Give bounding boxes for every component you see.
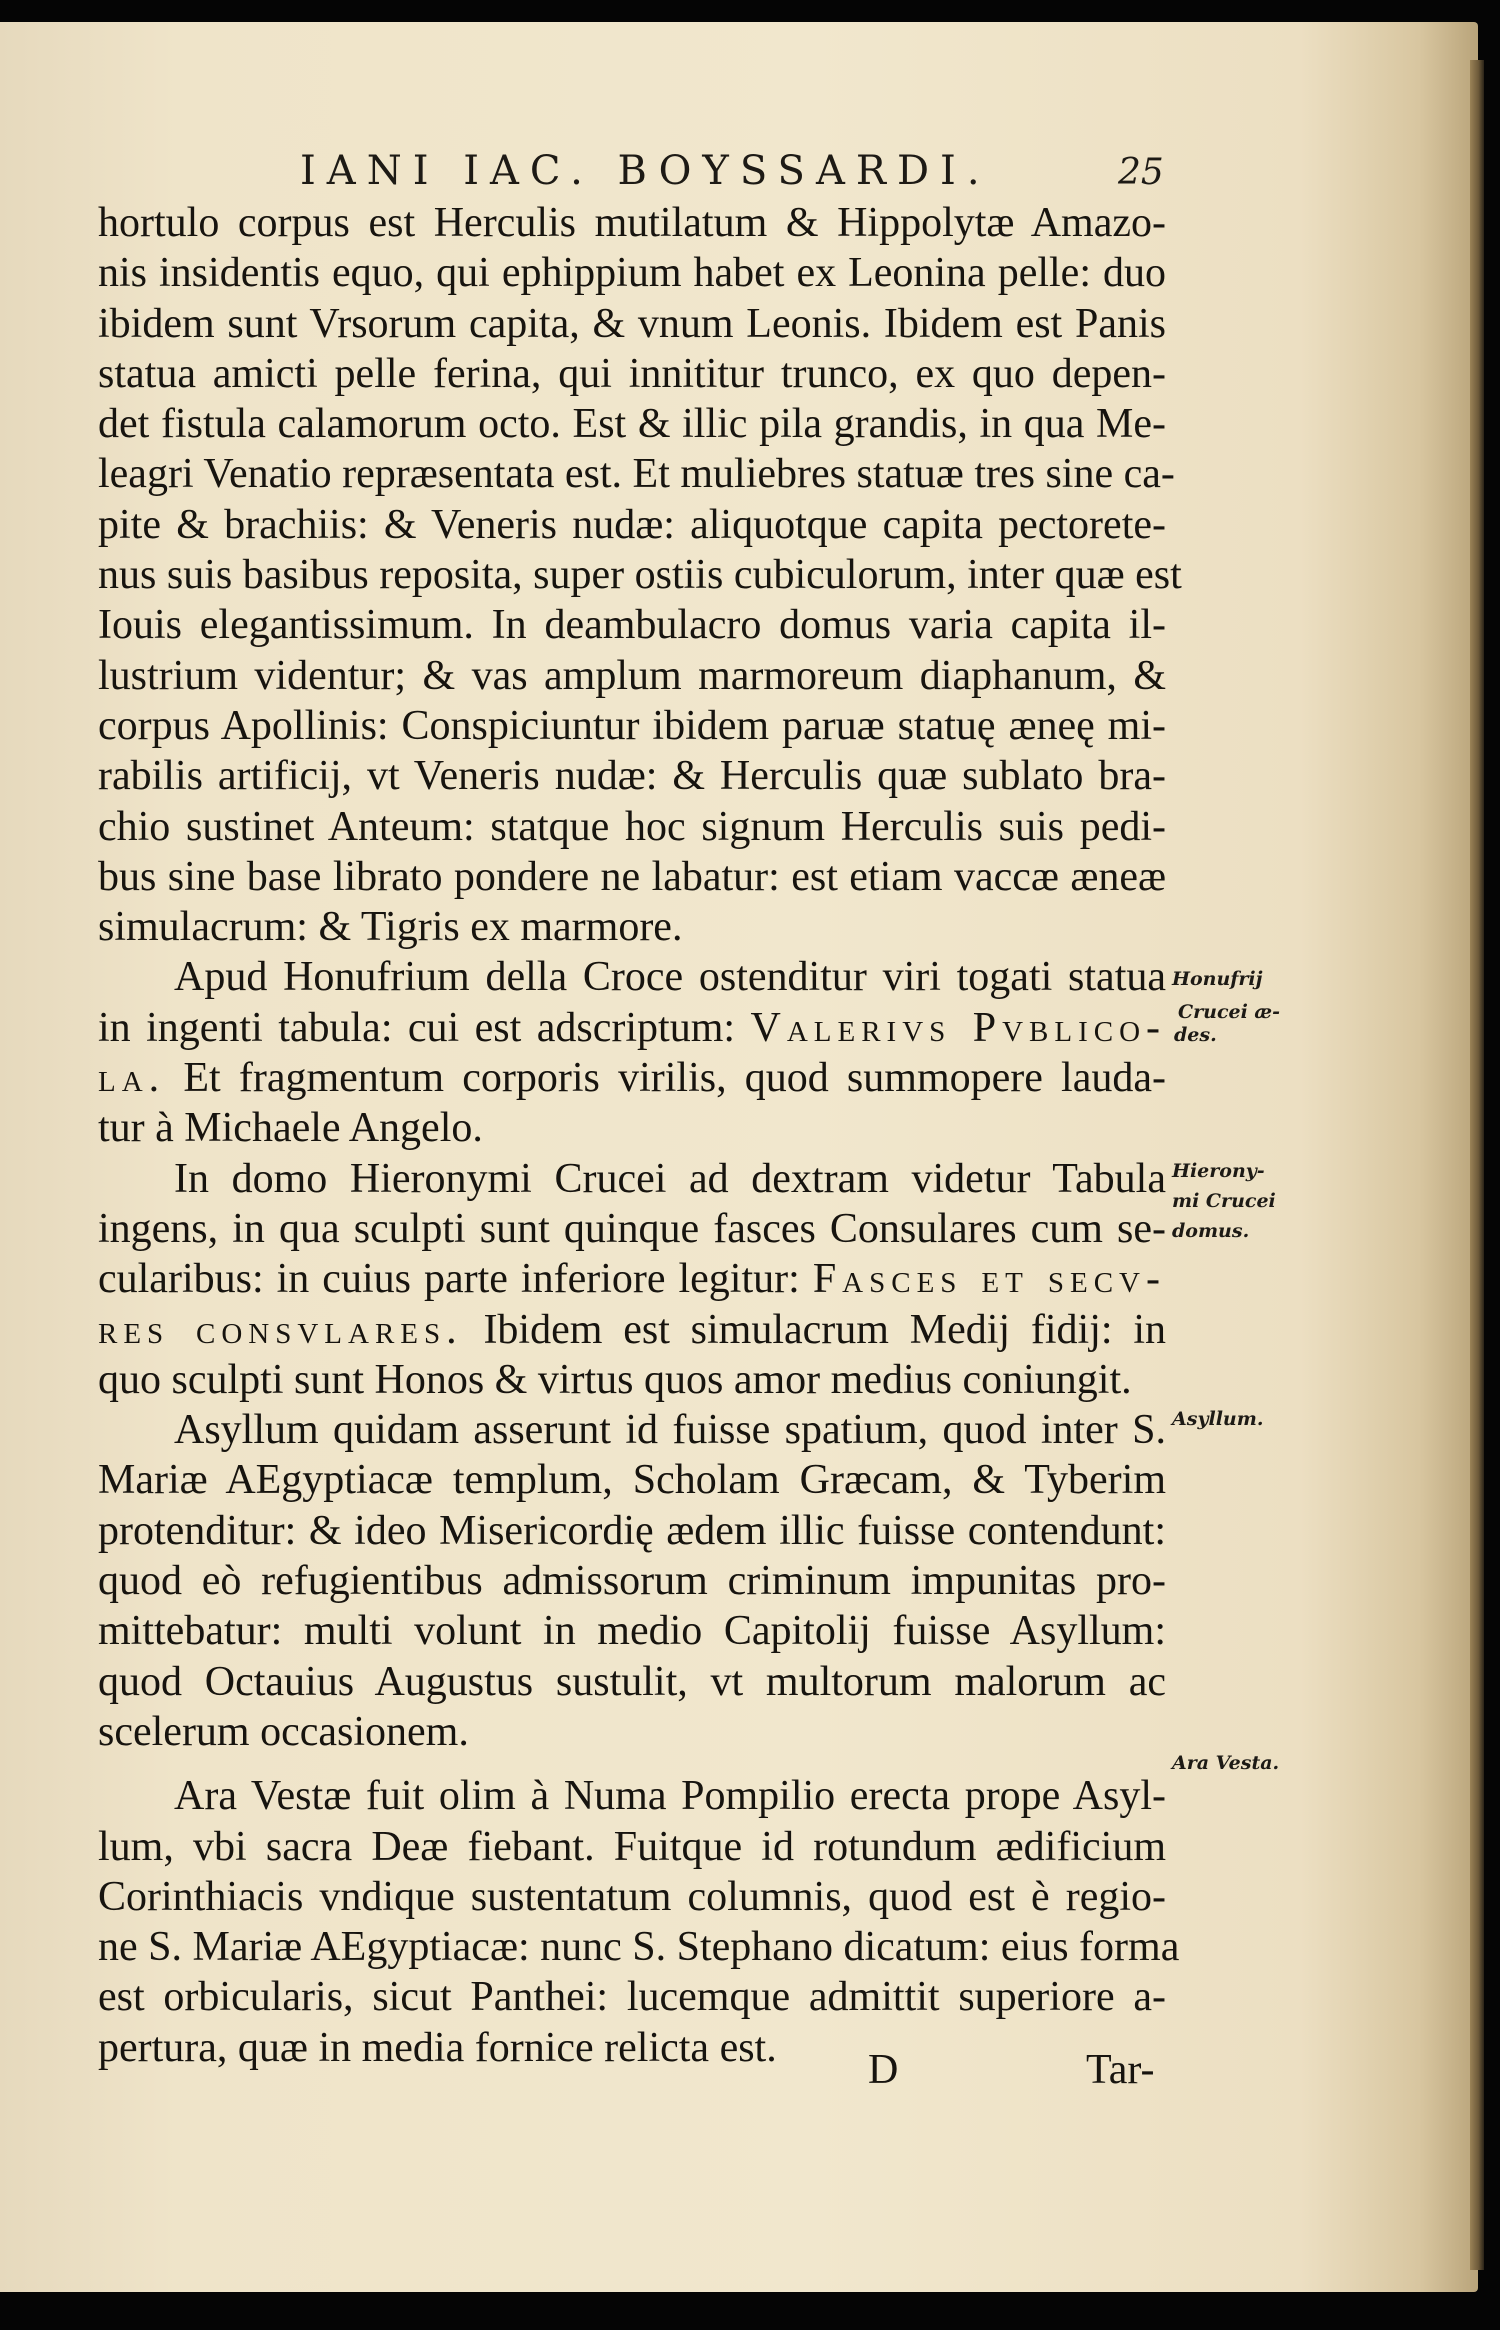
text-line: corpus Apollinis: Conspiciuntur ibidem paruæ statuę æneę mi- [98, 702, 1166, 749]
text-line: ingens, in qua sculpti sunt quinque fasces Consulares cum se- [98, 1205, 1166, 1252]
text-line: hortulo corpus est Herculis mutilatum & Hippolytæ Amazo- [98, 200, 1166, 246]
text-line: bus sine base librato pondere ne labatur: est etiam vaccæ æneæ [98, 853, 1166, 900]
text-line: quo sculpti sunt Honos & virtus quos amor medius coniungit. [98, 1356, 1132, 1403]
text-line: lum, vbi sacra Deæ fiebant. Fuitque id rotundum ædificium [98, 1823, 1166, 1870]
margin-note-asyllum: Asyllum. [1172, 1408, 1264, 1430]
inscription-text: Fasces et secv- [812, 1256, 1166, 1303]
text-line: statua amicti pelle ferina, qui innititur trunco, ex quo depen- [98, 350, 1166, 397]
text-line: quod eò refugientibus admissorum criminum impunitas pro- [98, 1558, 1166, 1605]
text-line: In domo Hieronymi Crucei ad dextram videtur Tabula [174, 1155, 1166, 1202]
page-edge-shadow [1470, 60, 1484, 2270]
text-line: leagri Venatio repræsentata est. Et muliebres statuæ tres sine ca- [98, 451, 1175, 498]
text-line: protenditur: & ideo Misericordię ædem illic fuisse contendunt: [98, 1507, 1166, 1554]
text-line: pite & brachiis: & Veneris nudæ: aliquotque capita pectorete- [98, 501, 1166, 548]
inscription-text: res consvlares. [98, 1306, 463, 1353]
text-line [98, 1003, 1166, 1053]
text-line: det fistula calamorum octo. Est & illic pila grandis, in qua Me- [98, 401, 1166, 448]
text-line: simulacrum: & Tigris ex marmore. [98, 904, 683, 951]
text-segment: in ingenti tabula: cui est adscriptum: [98, 1004, 736, 1051]
page-number: 25 [1118, 152, 1164, 193]
text-line: Iouis elegantissimum. In deambulacro domus varia capita il- [98, 602, 1166, 649]
body-text [98, 198, 1182, 2073]
text-line: Asyllum quidam asserunt id fuisse spatium, quod inter S. [174, 1407, 1166, 1454]
text-segment: cularibus: in cuius parte inferiore legitur: [98, 1256, 800, 1303]
inscription-text: Valerivs Pvblico- [750, 1004, 1166, 1051]
text-line: ibidem sunt Vrsorum capita, & vnum Leonis. Ibidem est Panis [98, 300, 1166, 347]
text-line: Corinthiacis vndique sustentatum columnis, quod est è regio- [98, 1873, 1166, 1920]
text-line: scelerum occasionem. [98, 1708, 469, 1755]
text-line: est orbicularis, sicut Panthei: lucemque admittit superiore a- [98, 1974, 1166, 2021]
margin-note-hierony: Hierony- [1172, 1160, 1265, 1182]
margin-note-des: des. [1174, 1024, 1217, 1046]
text-segment: Et fragmentum corporis virilis, quod summopere lauda- [165, 1055, 1166, 1102]
text-line: Apud Honufrium della Croce ostenditur viri togati statua [174, 954, 1166, 1001]
text-line: chio sustinet Anteum: statque hoc signum Herculis suis pedi- [98, 803, 1166, 850]
margin-note-ara-vesta: Ara Vesta. [1172, 1752, 1280, 1774]
margin-note-crucei-aedes: Crucei æ- [1178, 1001, 1281, 1023]
text-segment: Ibidem est simulacrum Medij fidij: in [462, 1306, 1167, 1353]
signature-mark: D [868, 2047, 899, 2093]
text-line: tur à Michaele Angelo. [98, 1105, 483, 1152]
text-line: nis insidentis equo, qui ephippium habet ex Leonina pelle: duo [98, 250, 1166, 297]
inscription-text: la. [98, 1055, 166, 1102]
text-line: Mariæ AEgyptiacæ templum, Scholam Græcam, & Tyberim [98, 1457, 1166, 1504]
text-line: ne S. Mariæ AEgyptiacæ: nunc S. Stephano dicatum: eius forma [98, 1924, 1180, 1971]
text-line: Ara Vestæ fuit olim à Numa Pompilio erecta prope Asyl- [174, 1773, 1166, 1820]
text-line: mittebatur: multi volunt in medio Capitolij fuisse Asyllum: [98, 1608, 1166, 1655]
text-line: pertura, quæ in media fornice relicta est. [98, 2024, 777, 2071]
paragraph-gap [98, 1757, 1166, 1771]
text-line: lustrium videntur; & vas amplum marmoreum diaphanum, & [98, 652, 1166, 699]
margin-note-mi-crucei: mi Crucei [1172, 1190, 1276, 1212]
margin-note-domus: domus. [1172, 1220, 1250, 1242]
margin-note-honufrij: Honufrij [1172, 968, 1263, 990]
text-line: rabilis artificij, vt Veneris nudæ: & Herculis quæ sublato bra- [98, 753, 1166, 800]
text-line [98, 1053, 1166, 1103]
catchword: Tar- [1086, 2047, 1155, 2093]
text-line [98, 1254, 1166, 1304]
text-line: quod Octauius Augustus sustulit, vt multorum malorum ac [98, 1658, 1166, 1705]
text-line: nus suis basibus reposita, super ostiis cubiculorum, inter quæ est [98, 552, 1182, 599]
text-line [98, 1305, 1166, 1355]
running-head: IANI IAC. BOYSSARDI. [300, 148, 991, 194]
